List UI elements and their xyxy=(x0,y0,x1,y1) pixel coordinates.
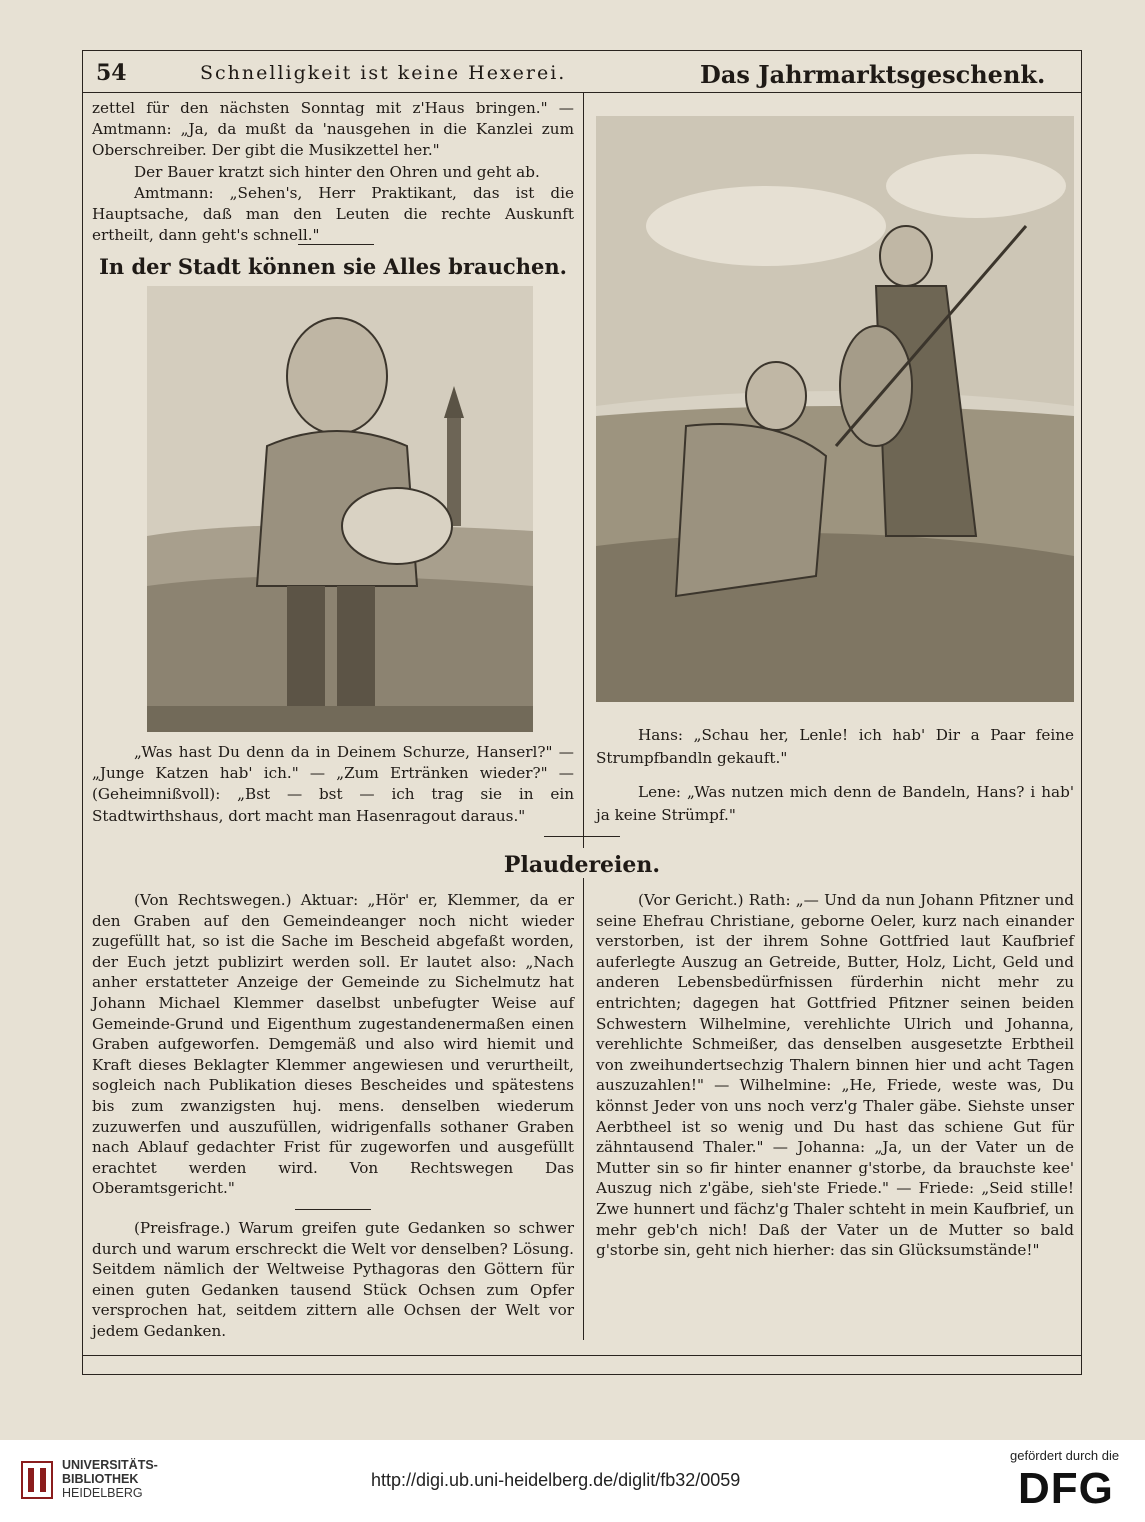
library-logo-icon xyxy=(20,1458,54,1502)
funded-by-label: gefördert durch die xyxy=(1010,1448,1120,1463)
plaudereien-left-column xyxy=(92,890,574,1341)
page-number: 54 xyxy=(96,60,127,86)
plauderei-paragraph: (Von Rechtswegen.) Aktuar: „Hör' er, Klemmer, da er den Graben auf den Gemeindeanger noch nicht wieder zugefüllt hat, so ist die Sache im Bescheid abgefaßt worden, der Euch jetzt publizirt werden soll. Er lautet also: „Nach anher erstatteter Anzeige der Gemeinde zu Sichelmutz hat Johann Michael Klemmer daselbst unbefugter Weise auf Gemeinde-Grund und Eigenthum zugestandenermaßen einen Graben aufgeworfen. Demgemäß und also wird hiemit und Kraft dieses Beklagter Klemmer angewiesen und verurtheilt, sogleich nach Publikation dieses Bescheides und spätestens bis zum zwanzigsten huj. mens. denselben wiederum zuzuwerfen und auszufüllen, widrigenfalls sothaner Graben nach Ablauf gedachter Frist für zugeworfen und ausgefüllt erachtet werden wird. Von Rechtswegen Das Oberamtsgericht." xyxy=(92,891,574,1198)
running-title: Schnelligkeit ist keine Hexerei. xyxy=(200,62,567,84)
column-divider-top xyxy=(583,92,584,848)
paragraph-separator xyxy=(295,1209,371,1210)
section-title: In der Stadt können sie Alles brauchen. xyxy=(99,254,567,279)
library-name xyxy=(62,1458,158,1500)
library-line: BIBLIOTHEK xyxy=(62,1472,139,1486)
caption-paragraph: Lene: „Was nutzen mich denn de Bandeln, Hans? i hab' ja keine Strümpf." xyxy=(596,783,1074,824)
library-line: UNIVERSITÄTS- xyxy=(62,1458,158,1472)
plauderei-paragraph: (Vor Gericht.) Rath: „— Und da nun Johann Pfitzner und seine Ehefrau Christiane, geborne Oeler, kurz nach einander verstorben, ist der ihrem Sohne Gottfried laut Kaufbrief auferlegte Auszug an Getreide, Butter, Holz, Licht, Geld und anderen Lebensbedürfnissen fürderhin nicht mehr zu entrichten; dagegen hat Gottfried Pfitzner seinen beiden Schwestern Wilhelmine, verehlichte Ulrich und Johanna, verehlichte Schmeißer, das denselben ausgesetzte Erbtheil von zweihundertsechzig Thalern binnen hier und acht Tagen auszuzahlen!" — Wilhelmine: „He, Friede, weste was, Du könnst Jeder von uns noch verz'g Thaler gäbe. Siehste unser Aerbtheel ist so wenig und Du hast das schiene Gut für zähntausend Thaler." — Johanna: „Ja, un der Vater un de Mutter sin so fir hinter enanner g'storbe, da brauchste kee' Auszug nich z'gäbe, sieh'ste Friede." — Friede: „Seid stille! Zwe hunnert und fächz'g Thaler schteht in mein Kaufbrief, un mehr geb'ch nich! Daß der Vater un de Mutter so bald g'storbe sin, geht nich hierher: das sin Glücksumstände!" xyxy=(596,891,1074,1260)
bottom-rule xyxy=(82,1355,1082,1356)
section-separator xyxy=(544,836,620,837)
digitization-footer xyxy=(0,1440,1145,1522)
library-line: HEIDELBERG xyxy=(62,1486,143,1500)
caption-text: „Was hast Du denn da in Deinem Schurze, Hanserl?" — „Junge Katzen hab' ich." — „Zum Ertränken wieder?" — (Geheimnißvoll): „Bst — bst — ich trag sie in ein Stadtwirthshaus, dort macht man Hasenragout daraus." xyxy=(92,743,574,825)
header-rule xyxy=(82,92,1082,93)
intro-paragraph: zettel für den nächsten Sonntag mit z'Haus bringen." — Amtmann: „Ja, da mußt da 'nausgehen in die Kanzlei zum Oberschreiber. Der gibt die Musikzettel her." xyxy=(92,99,574,160)
plaudereien-title: Plaudereien. xyxy=(503,852,661,878)
plauderei-paragraph: (Preisfrage.) Warum greifen gute Gedanken so schwer durch und warum erschreckt die Welt vor denselben? Lösung. Seitdem nämlich der Weltweise Pythagoras den Göttern für einen guten Gedanken tausend Stück Ochsen zum Opfer versprochen hat, seitdem zittern alle Ochsen der Welt vor jedem Gedanken. xyxy=(92,1218,574,1340)
section-separator xyxy=(298,244,374,245)
right-illustration-caption xyxy=(596,724,1074,826)
column-divider-bottom xyxy=(583,878,584,1340)
left-illustration-caption xyxy=(92,742,574,827)
source-url-link[interactable]: http://digi.ub.uni-heidelberg.de/diglit/fb32/0059 xyxy=(371,1470,741,1490)
right-article-title: Das Jahrmarktsgeschenk. xyxy=(700,60,1046,89)
intro-paragraph: Amtmann: „Sehen's, Herr Praktikant, das ist die Hauptsache, daß man den Leuten die rechte Auskunft ertheilt, dann geht's schnell." xyxy=(92,183,574,245)
left-intro-text xyxy=(92,98,574,246)
boy-with-apron-illustration xyxy=(147,286,533,732)
dfg-logo: DFG xyxy=(1018,1464,1114,1513)
plaudereien-right-column xyxy=(596,890,1074,1261)
hans-and-lene-illustration xyxy=(596,116,1074,702)
caption-paragraph: Hans: „Schau her, Lenle! ich hab' Dir a Paar feine Strumpfbandln gekauft." xyxy=(596,726,1074,767)
intro-paragraph: Der Bauer kratzt sich hinter den Ohren und geht ab. xyxy=(134,162,540,181)
